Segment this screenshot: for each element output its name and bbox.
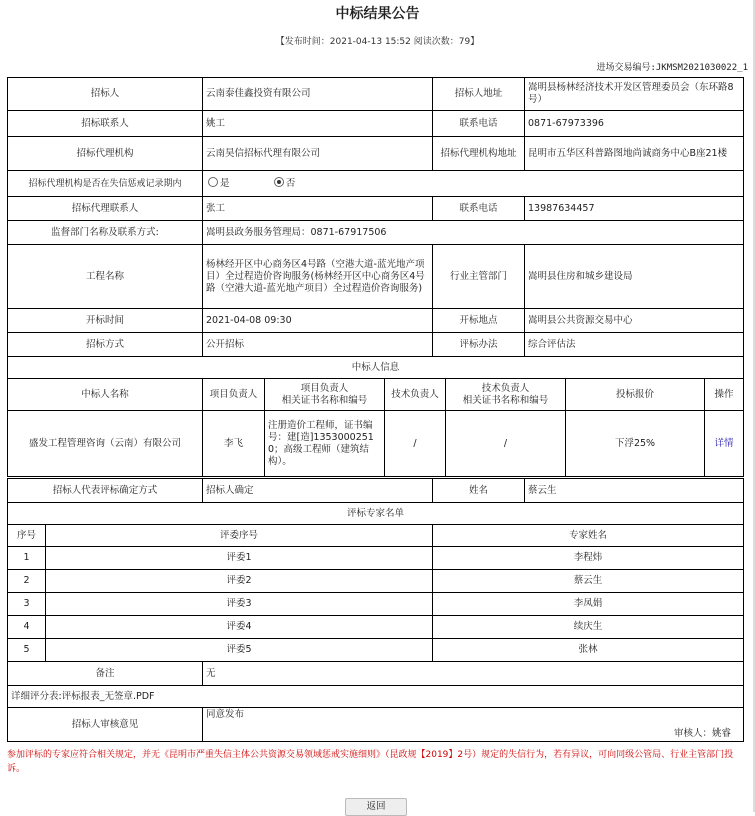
open-place-label: 开标地点 xyxy=(433,309,525,333)
notice-text: 参加评标的专家应符合相关规定，并无《昆明市严重失信主体公共资源交易领域惩戒实施细则》（昆政规【2019】2号）规定的失信行为，若有异议，可向同级公管局、行业主管部门投诉。 xyxy=(7,750,734,774)
agency-contact-value: 张工 xyxy=(203,197,433,221)
expert-seq: 评委4 xyxy=(46,616,433,639)
zbr-phone-value: 0871-67973396 xyxy=(525,111,744,137)
back-button[interactable]: 返回 xyxy=(345,798,407,816)
agency-phone-label: 联系电话 xyxy=(433,197,525,221)
expert-row xyxy=(8,616,744,639)
zbr-addr-label: 招标人地址 xyxy=(433,78,525,111)
detail-score-cell xyxy=(8,686,744,708)
publish-meta: 【发布时间：2021-04-13 15:52 阅读次数：79】 xyxy=(275,37,480,47)
winner-pm-cert: 注册造价工程师，证书编号：建[造]13530002510；高级工程师（建筑结构）。 xyxy=(265,411,385,477)
experts-header-seq: 评委序号 xyxy=(46,525,433,547)
agency-phone-value: 13987634457 xyxy=(525,197,744,221)
expert-name: 李凤娟 xyxy=(433,593,744,616)
eval-value: 综合评估法 xyxy=(525,333,744,357)
zbr-contact-label: 招标联系人 xyxy=(8,111,203,137)
expert-row xyxy=(8,639,744,662)
agency-value: 云南昊信招标代理有限公司 xyxy=(203,137,433,171)
trade-code: 进场交易编号:JKMSM2021030022_1 xyxy=(596,63,748,73)
expert-no: 4 xyxy=(8,616,46,639)
radio-yes-label: 是 xyxy=(220,178,230,189)
winner-header-name: 中标人名称 xyxy=(8,379,203,411)
agency-addr-label: 招标代理机构地址 xyxy=(433,137,525,171)
expert-name: 续庆生 xyxy=(433,616,744,639)
expert-row xyxy=(8,547,744,570)
expert-seq: 评委5 xyxy=(46,639,433,662)
expert-no: 5 xyxy=(8,639,46,662)
winner-header-action: 操作 xyxy=(705,379,744,411)
winner-detail-cell xyxy=(705,411,744,477)
expert-row xyxy=(8,570,744,593)
agency-label: 招标代理机构 xyxy=(8,137,203,171)
radio-yes[interactable] xyxy=(208,177,218,187)
winner-header-pm-cert: 项目负责人 相关证书名称和编号 xyxy=(265,379,385,411)
agency-contact-label: 招标代理联系人 xyxy=(8,197,203,221)
review-cell xyxy=(203,708,744,742)
detail-score-label: 详细评分表: xyxy=(11,690,62,702)
zbr-label: 招标人 xyxy=(8,78,203,111)
reviewer: 审核人：姚睿 xyxy=(674,728,732,739)
open-time-label: 开标时间 xyxy=(8,309,203,333)
radio-no-label: 否 xyxy=(285,178,296,189)
rep-name-label: 姓名 xyxy=(433,479,525,503)
experts-section-title: 评标专家名单 xyxy=(8,503,744,525)
method-label: 招标方式 xyxy=(8,333,203,357)
project-label: 工程名称 xyxy=(8,245,203,309)
remark-label: 备注 xyxy=(8,662,203,686)
winner-header-pm: 项目负责人 xyxy=(203,379,265,411)
winner-header-price: 投标报价 xyxy=(566,379,705,411)
review-value: 同意发布 xyxy=(206,709,245,720)
expert-name: 李程炜 xyxy=(433,547,744,570)
zbr-addr-value: 嵩明县杨林经济技术开发区管理委员会（东环路8号） xyxy=(525,78,744,111)
expert-seq: 评委2 xyxy=(46,570,433,593)
agency-addr-value: 昆明市五华区科普路图地尚诚商务中心B座21楼 xyxy=(525,137,744,171)
winner-header-tech-cert: 技术负责人 相关证书名称和编号 xyxy=(446,379,566,411)
winner-header-tech: 技术负责人 xyxy=(385,379,446,411)
industry-value: 嵩明县住房和城乡建设局 xyxy=(525,245,744,309)
experts-header-name: 专家姓名 xyxy=(433,525,744,547)
project-value: 杨林经开区中心商务区4号路（空港大道-蓝光地产项目）全过程造价咨询服务(杨林经开区中心商务区4号路（空港大道-蓝光地产项目）全过程造价咨询服务) xyxy=(203,245,433,309)
method-value: 公开招标 xyxy=(203,333,433,357)
winner-name: 盛发工程管理咨询（云南）有限公司 xyxy=(8,411,203,477)
zbr-contact-value: 姚工 xyxy=(203,111,433,137)
page-title: 中标结果公告 xyxy=(335,6,420,22)
credit-label: 招标代理机构是否在失信惩戒记录期内 xyxy=(8,171,203,197)
supervisor-value: 嵩明县政务服务管理局：0871-67917506 xyxy=(203,221,744,245)
winner-tech-cert: / xyxy=(446,411,566,477)
expert-seq: 评委1 xyxy=(46,547,433,570)
winner-table xyxy=(7,378,744,477)
winner-pm: 李飞 xyxy=(203,411,265,477)
winner-section-title: 中标人信息 xyxy=(8,357,744,379)
winner-price: 下浮25% xyxy=(566,411,705,477)
winner-row xyxy=(8,411,744,477)
expert-name: 张林 xyxy=(433,639,744,662)
confirm-value: 招标人确定 xyxy=(203,479,433,503)
zbr-phone-label: 联系电话 xyxy=(433,111,525,137)
supervisor-label: 监督部门名称及联系方式: xyxy=(8,221,203,245)
experts-header-no: 序号 xyxy=(8,525,46,547)
open-time-value: 2021-04-08 09:30 xyxy=(203,309,433,333)
info-table xyxy=(7,77,744,379)
expert-seq: 评委3 xyxy=(46,593,433,616)
rep-name-value: 蔡云生 xyxy=(525,479,744,503)
zbr-value: 云南泰佳鑫投资有限公司 xyxy=(203,78,433,111)
expert-no: 1 xyxy=(8,547,46,570)
winner-detail-link[interactable]: 详情 xyxy=(714,437,734,449)
open-place-value: 嵩明县公共资源交易中心 xyxy=(525,309,744,333)
remark-value: 无 xyxy=(203,662,744,686)
credit-radio-group xyxy=(203,171,744,197)
detail-score-link[interactable]: 评标报表_无签章.PDF xyxy=(61,690,155,702)
confirm-label: 招标人代表评标确定方式 xyxy=(8,479,203,503)
winner-tech: / xyxy=(385,411,446,477)
experts-table xyxy=(7,478,744,742)
radio-no[interactable] xyxy=(274,177,284,187)
industry-label: 行业主管部门 xyxy=(433,245,525,309)
expert-no: 3 xyxy=(8,593,46,616)
expert-no: 2 xyxy=(8,570,46,593)
eval-label: 评标办法 xyxy=(433,333,525,357)
expert-row xyxy=(8,593,744,616)
review-label: 招标人审核意见 xyxy=(8,708,203,742)
expert-name: 蔡云生 xyxy=(433,570,744,593)
